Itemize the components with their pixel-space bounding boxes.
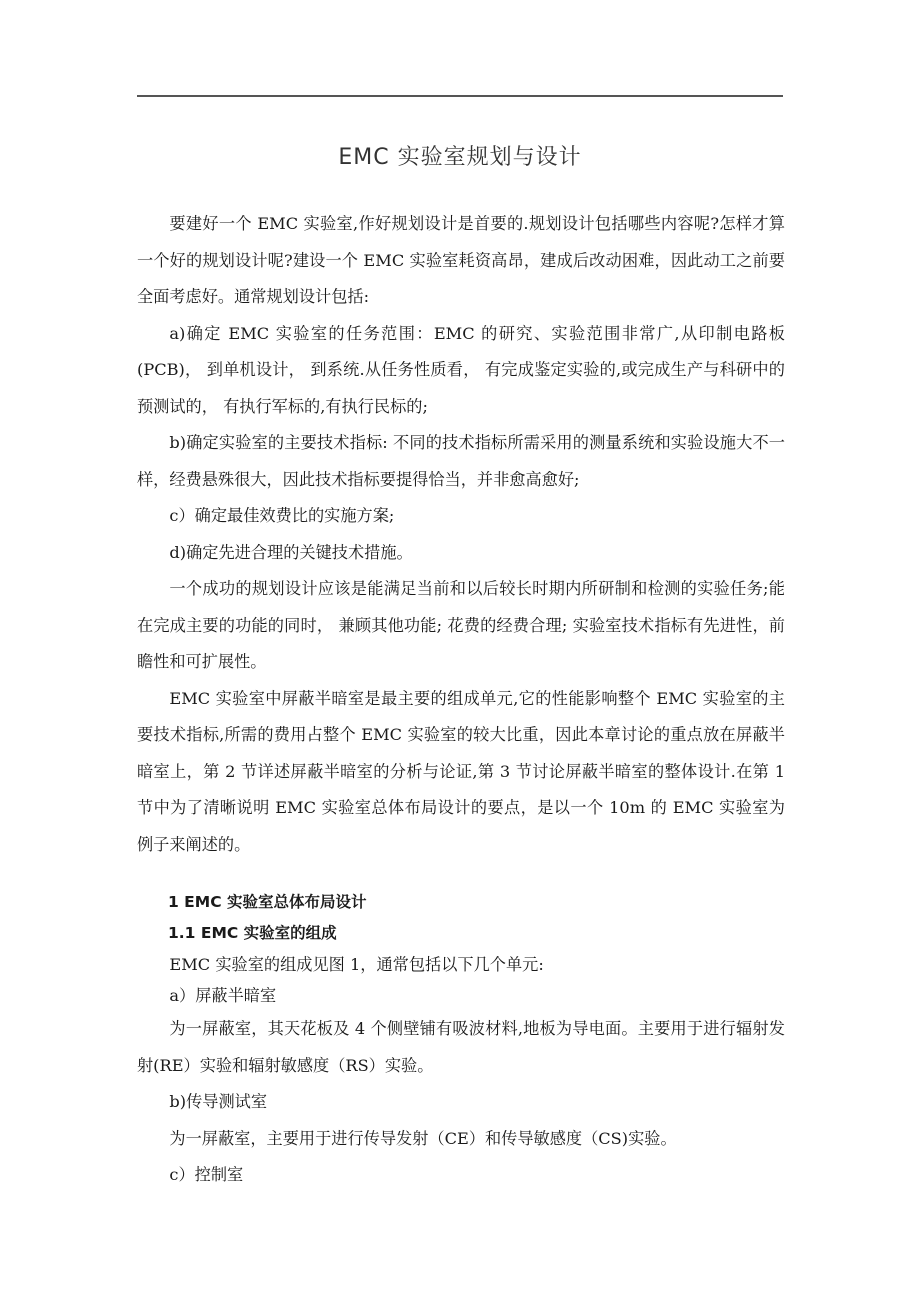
section-heading: 1 EMC 实验室总体布局设计 — [168, 893, 367, 911]
unit-c-label: c）控制室 — [169, 1165, 244, 1184]
header-rule — [137, 95, 783, 97]
unit-b-description: 为一屏蔽室，主要用于进行传导发射（CE）和传导敏感度（CS)实验。 — [169, 1128, 677, 1148]
document-body — [137, 206, 785, 1194]
paragraph-item-c: c）确定最佳效费比的实施方案; — [169, 506, 395, 525]
section-lead: EMC 实验室的组成见图 1，通常包括以下几个单元: — [169, 955, 544, 974]
paragraph-emc-core: EMC 实验室中屏蔽半暗室是最主要的组成单元,它的性能影响整个 EMC 实验室的主要技术指标,所需的费用占整个 EMC 实验室的较大比重，因此本章讨论的重点放在屏蔽半暗室上，第 2 节详述屏蔽半暗室的分析与论证,第 3 节讨论屏蔽半暗室的整体设计.在第 1 节中为了清晰说明 EMC 实验室总体布局设计的要点，是以一个 10m 的 EMC 实验室为例子来阐述的。 — [137, 688, 785, 854]
paragraph-success: 一个成功的规划设计应该是能满足当前和以后较长时期内所研制和检测的实验任务;能在完成主要的功能的同时， 兼顾其他功能; 花费的经费合理; 实验室技术指标有先进性，前瞻性和可扩展性。 — [137, 579, 785, 671]
paragraph-item-a: a)确定 EMC 实验室的任务范围：EMC 的研究、实验范围非常广,从印制电路板(PCB)， 到单机设计， 到系统.从任务性质看， 有完成鉴定实验的,或完成生产与科研中的预测试的， 有执行军标的,有执行民标的; — [137, 323, 785, 416]
paragraph-intro: 要建好一个 EMC 实验室,作好规划设计是首要的.规划设计包括哪些内容呢?怎样才算一个好的规划设计呢?建设一个 EMC 实验室耗资高昂，建成后改动困难，因此动工之前要全面考虑好。通常规划设计包括: — [137, 214, 785, 306]
unit-b-label: b)传导测试室 — [169, 1092, 268, 1111]
document-title: EMC 实验室规划与设计 — [338, 145, 582, 170]
paragraph-item-b: b)确定实验室的主要技术指标: 不同的技术指标所需采用的测量系统和实验设施大不一样，经费悬殊很大，因此技术指标要提得恰当，并非愈高愈好; — [137, 433, 785, 489]
unit-a-label: a）屏蔽半暗室 — [169, 986, 277, 1005]
unit-a-description: 为一屏蔽室，其天花板及 4 个侧壁铺有吸波材料,地板为导电面。主要用于进行辐射发射(RE）实验和辐射敏感度（RS）实验。 — [137, 1019, 785, 1075]
spacer — [137, 863, 785, 887]
subsection-heading: 1.1 EMC 实验室的组成 — [168, 924, 337, 942]
paragraph-item-d: d)确定先进合理的关键技术措施。 — [169, 542, 413, 562]
